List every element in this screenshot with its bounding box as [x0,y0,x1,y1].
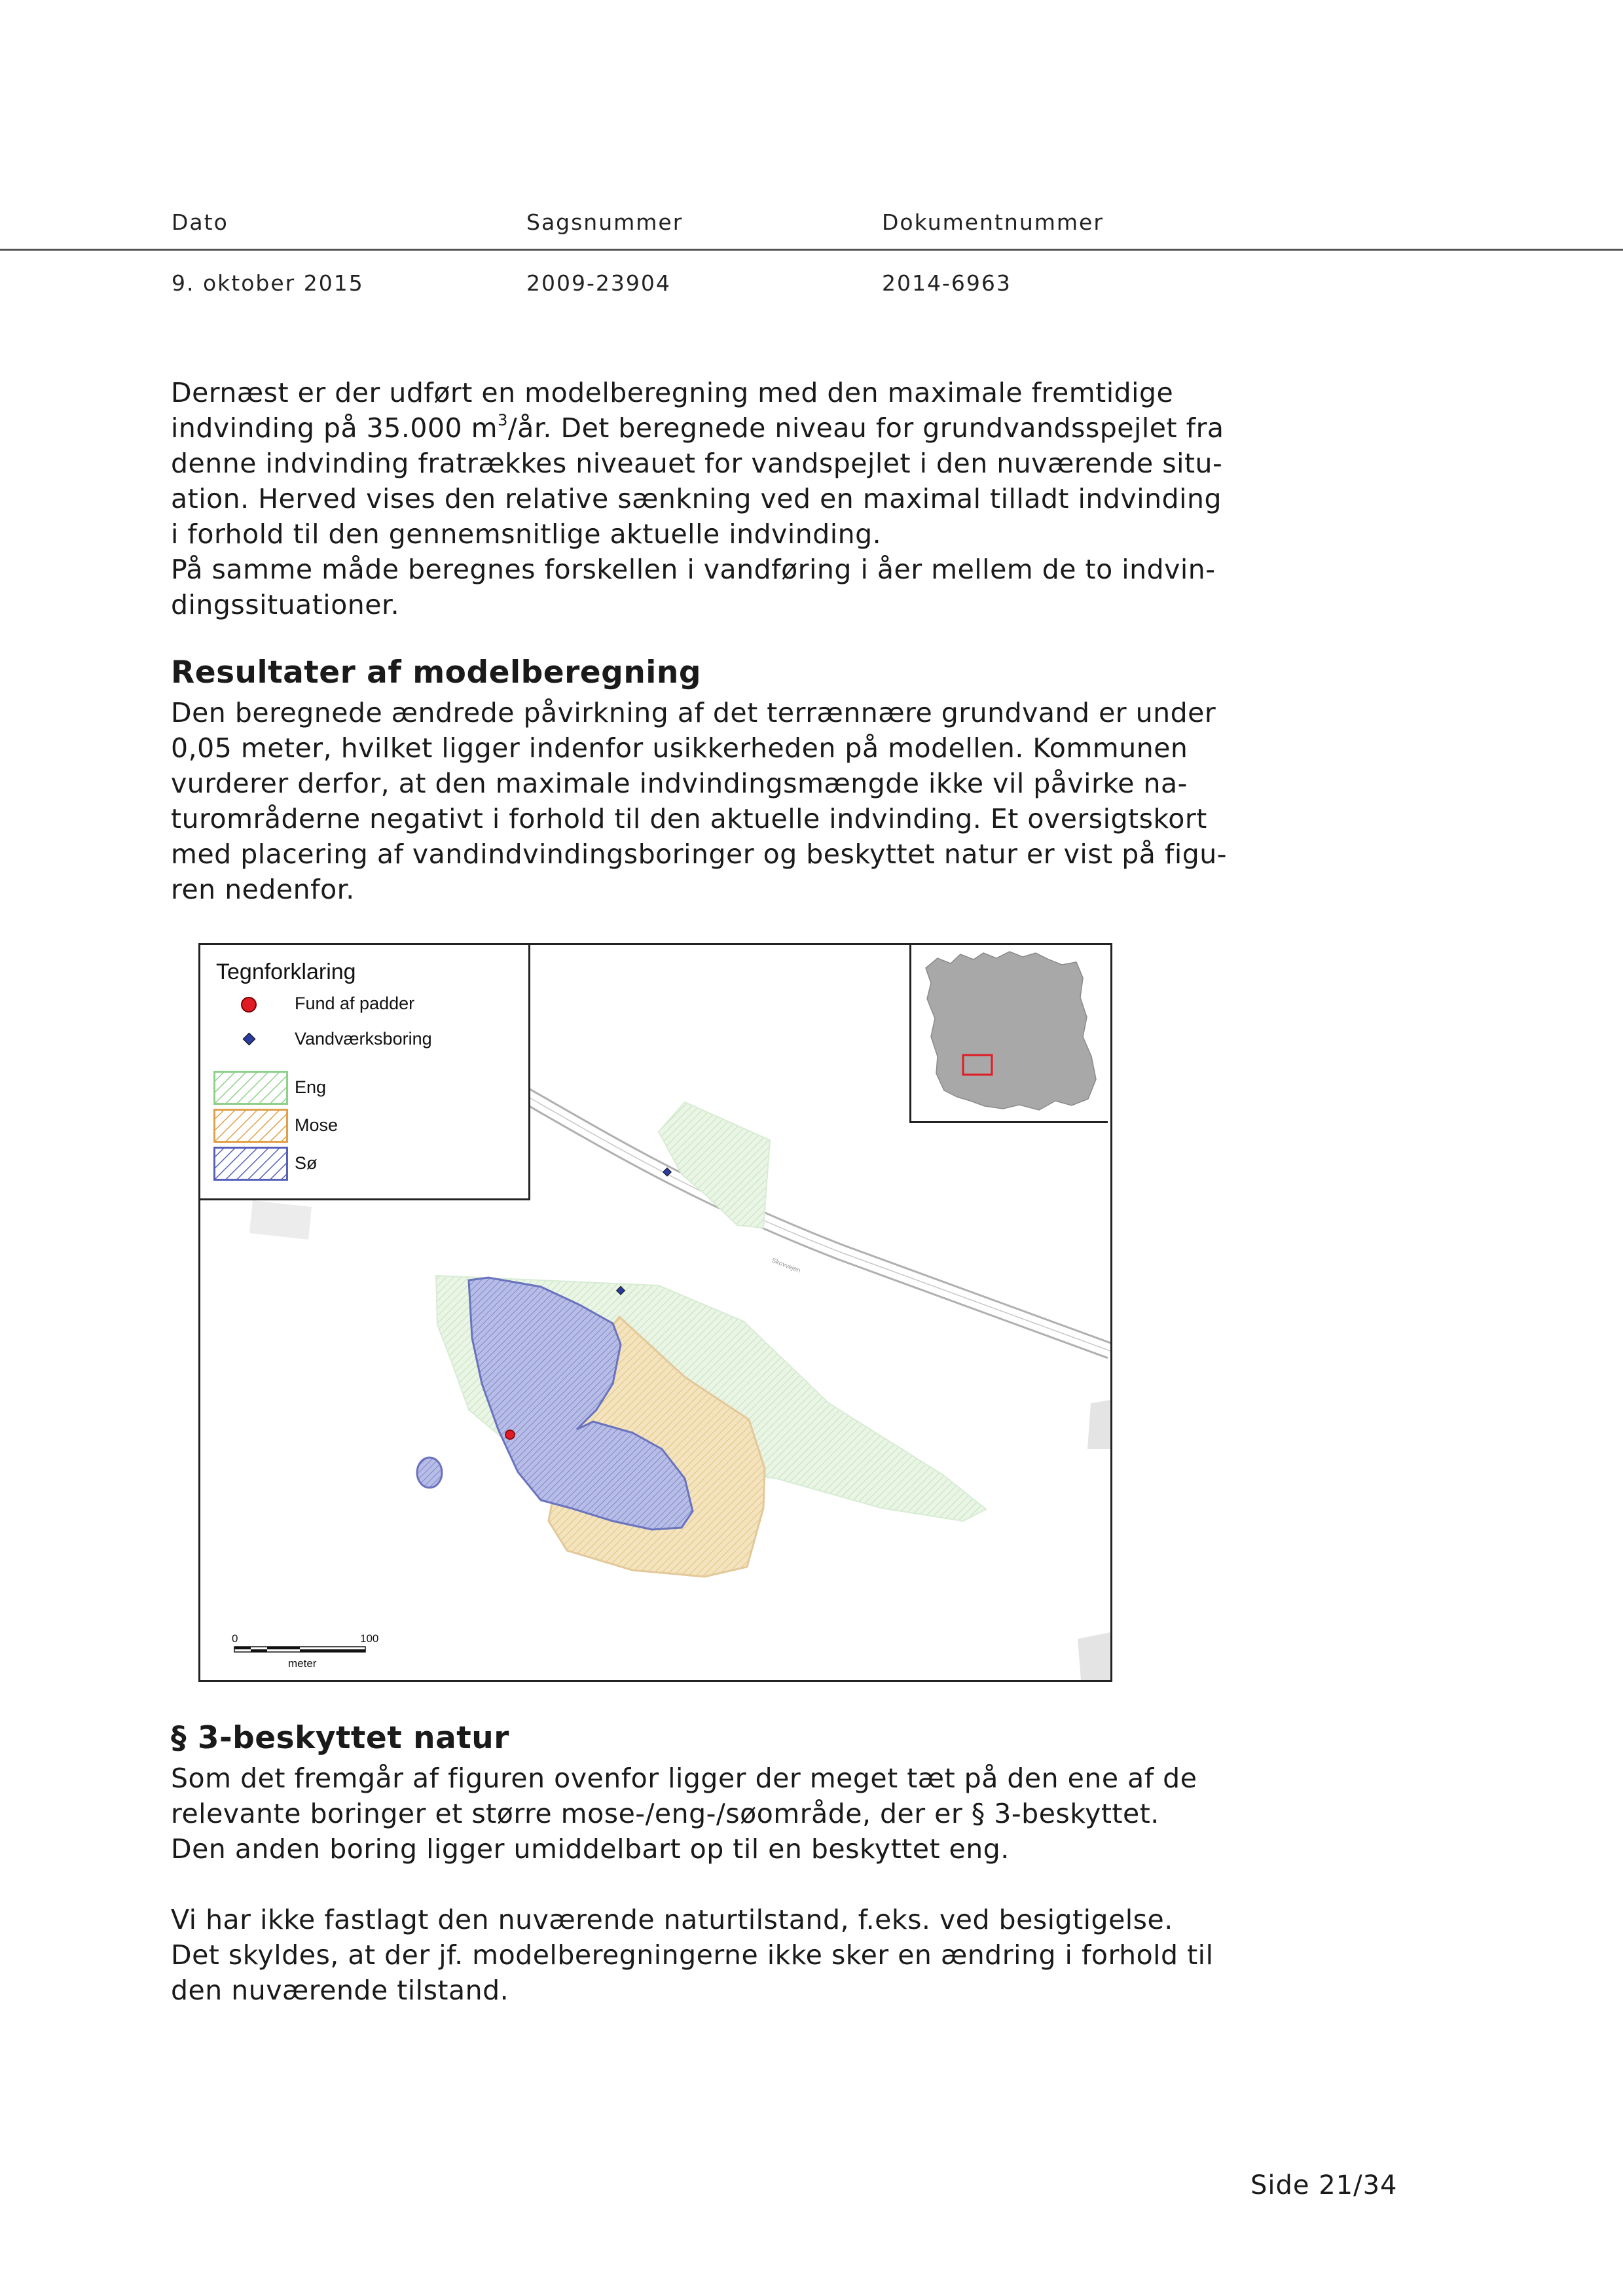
road-label: Skovvejen [770,1257,801,1275]
results-line: Den beregnede ændrede påvirkning af det terrænnære grundvand er under [171,697,1216,728]
intro-line: Dernæst er der udført en modelberegning med den maximale fremtidige [171,377,1174,408]
so-legend-swatch [213,1147,288,1181]
scale-unit-label: meter [288,1657,317,1670]
municipality-shape [926,952,1096,1110]
inset-locator-map [909,945,1108,1123]
map-legend [200,945,530,1200]
results-line: turområderne negativt i forhold til den aktuelle indvinding. Et oversigtskort [171,803,1207,834]
scale-zero-label: 0 [232,1632,238,1645]
legend-item-boring: Vandværksboring [295,1029,432,1049]
intro-paragraph [171,375,1225,622]
intro-line: På samme måde beregnes forskellen i vandføring i åer mellem de to indvin- [171,554,1216,585]
legend-item-so: Sø [295,1153,318,1173]
legend-title: Tegnforklaring [216,960,356,984]
so-area-small [417,1458,442,1488]
building-footprint [1087,1400,1110,1449]
header-document-label: Dokumentnummer [882,209,1104,235]
section3-line: Det skyldes, at der jf. modelberegningerne ikke sker en ændring i forhold til [171,1939,1214,1971]
superscript-3: 3 [498,411,508,429]
section3-line: Vi har ikke fastlagt den nuværende naturtilstand, f.eks. ved besigtigelse. [171,1904,1173,1935]
section3-paragraph-2 [171,1902,1225,2008]
inset-map-canvas [911,945,1108,1121]
header-case-label: Sagsnummer [526,209,684,235]
results-line: 0,05 meter, hvilket ligger indenfor usikkerheden på modellen. Kommunen [171,732,1188,764]
eng-area [659,1102,770,1228]
boring-legend-icon [241,1031,258,1048]
header-document-value: 2014-6963 [882,270,1012,296]
scale-bar-graphic [232,1645,377,1655]
building-footprint [1078,1632,1110,1680]
results-line: med placering af vandindvindingsboringer og beskyttet natur er vist på figu- [171,838,1228,870]
intro-line: indvinding på 35.000 $m^3/år$. Det beregnede niveau for grundvandsspejlet fra [171,411,1224,444]
legend-item-mose: Mose [295,1115,338,1135]
intro-line: i forhold til den gennemsnitlige aktuelle indvinding. [171,518,882,550]
scale-max-label: 100 [360,1632,379,1645]
section3-heading: § 3-beskyttet natur [171,1720,509,1756]
results-line: ren nedenfor. [171,874,355,905]
intro-line: dingssituationer. [171,589,400,620]
intro-line: ation. Herved vises den relative sænkning ved en maximal tilladt indvinding [171,483,1222,514]
overview-map [198,943,1112,1682]
header-case-value: 2009-23904 [526,270,671,296]
header-rule [0,249,1623,251]
section3-paragraph [171,1761,1225,1867]
page-number: Side 21/34 [1250,2170,1398,2200]
section3-line: den nuværende tilstand. [171,1975,509,2006]
results-line: vurderer derfor, at den maximale indvindingsmængde ikke vil påvirke na- [171,768,1188,799]
padder-legend-icon [240,996,258,1014]
building-footprint [249,1200,312,1240]
scale-bar [232,1632,389,1672]
mose-legend-swatch [213,1109,288,1143]
header-date-label: Dato [172,209,228,235]
padder-find-marker [505,1430,515,1439]
results-paragraph [171,695,1228,907]
section3-line: relevante boringer et større mose-/eng-/søområde, der er § 3-beskyttet. [171,1798,1159,1829]
section3-line: Som det fremgår af figuren ovenfor ligger der meget tæt på den ene af de [171,1763,1197,1794]
eng-legend-swatch [213,1071,288,1105]
results-heading: Resultater af modelberegning [171,655,701,691]
intro-line: denne indvinding fratrækkes niveauet for vandspejlet i den nuværende situ- [171,448,1223,479]
legend-item-padder: Fund af padder [295,994,415,1013]
legend-item-eng: Eng [295,1077,327,1097]
section3-line: Den anden boring ligger umiddelbart op til en beskyttet eng. [171,1833,1010,1865]
header-date-value: 9. oktober 2015 [172,270,364,296]
